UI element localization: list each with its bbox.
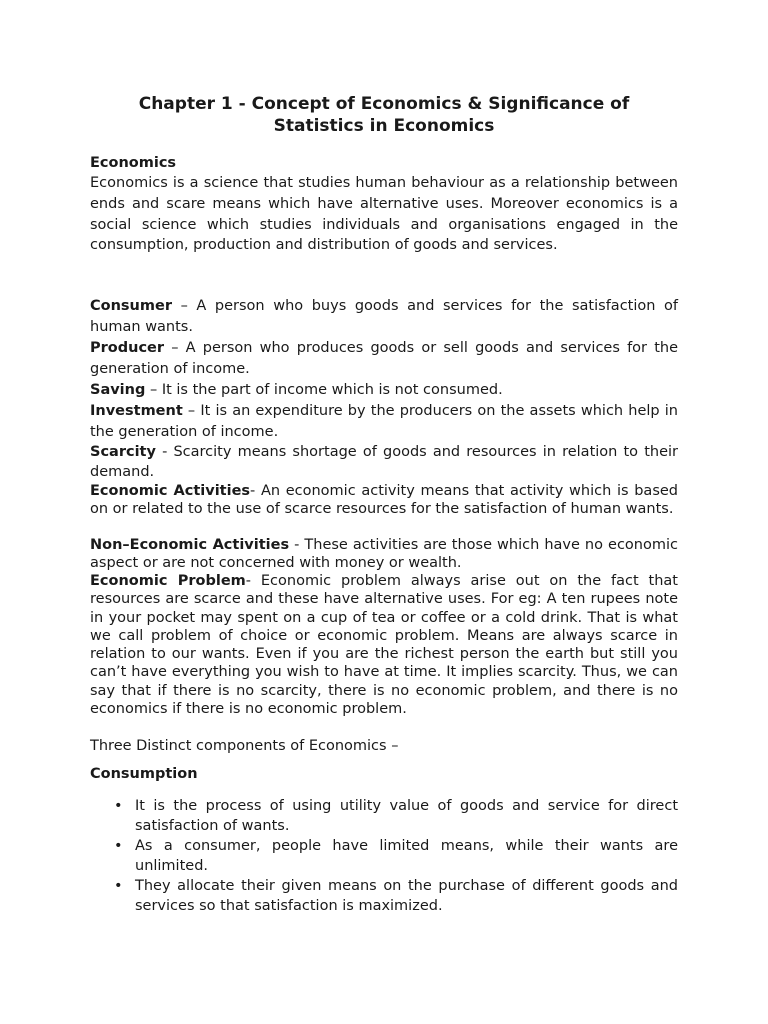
definition-economic-activities	[90, 482, 678, 518]
list-item-text: It is the process of using utility value of goods and service for direct satisfaction of wants.	[135, 798, 678, 834]
page-title	[90, 93, 678, 137]
definition-consumer	[90, 296, 678, 338]
definition-producer	[90, 338, 678, 380]
bullet-icon: •	[114, 838, 123, 854]
title-line-1: Chapter 1 - Concept of Economics & Significance of	[138, 94, 630, 114]
definition-text: – It is the part of income which is not consumed.	[145, 382, 503, 398]
list-item	[90, 796, 678, 836]
definition-text: - These activities are those which have no economic aspect or are not concerned with money or wealth.	[90, 537, 678, 571]
components-intro: Three Distinct components of Economics –	[90, 738, 399, 754]
definition-term: Saving	[90, 382, 146, 398]
definition-text: - Economic problem always arise out on the fact that resources are scarce and these have alternative uses. For eg: A ten rupees note in your pocket may spent on a cup of tea or coffee or a cold drink. That is what we call problem of choice or economic problem. Means are always scarce in relation to our wants. Even if you are the richest person the earth but still you can’t have everything you wish to have at time. It implies scarcity. Thus, we can say that if there is no scarcity, there is no economic problem, and there is no economics if there is no economic problem.	[90, 573, 678, 718]
list-item	[90, 876, 678, 916]
definition-text: – A person who buys goods and services for the satisfaction of human wants.	[90, 298, 678, 335]
definition-term: Scarcity	[90, 444, 156, 460]
definition-term: Economic Activities	[90, 483, 251, 499]
definition-term: Economic Problem	[90, 573, 246, 589]
definition-investment	[90, 401, 678, 443]
list-item-text: They allocate their given means on the purchase of different goods and services so that satisfaction is maximized.	[135, 878, 678, 914]
definition-term: Investment	[90, 403, 183, 419]
definition-non-economic-activities	[90, 536, 678, 572]
consumption-heading: Consumption	[90, 766, 198, 782]
definition-term: Consumer	[90, 298, 172, 314]
title-line-2: Statistics in Economics	[273, 116, 495, 136]
economics-heading: Economics	[90, 155, 177, 171]
definition-economic-problem	[90, 572, 678, 718]
definition-term: Non–Economic Activities	[90, 537, 290, 553]
definition-text: - Scarcity means shortage of goods and resources in relation to their demand.	[90, 444, 678, 480]
definition-term: Producer	[90, 340, 165, 356]
list-item-text: As a consumer, people have limited means, while their wants are unlimited.	[135, 838, 678, 874]
definition-scarcity	[90, 442, 678, 482]
economics-paragraph: Economics is a science that studies human behaviour as a relationship between ends and scare means which have alternative uses. Moreover economics is a social science which studies individuals and organisations engaged in the consumption, production and distribution of goods and services.	[90, 175, 678, 254]
consumption-list	[90, 796, 678, 916]
definition-text: – A person who produces goods or sell goods and services for the generation of income.	[90, 340, 678, 377]
list-item	[90, 836, 678, 876]
definition-text: – It is an expenditure by the producers on the assets which help in the generation of income.	[90, 403, 678, 440]
bullet-icon: •	[114, 878, 123, 894]
bullet-icon: •	[114, 798, 123, 814]
definition-text: - An economic activity means that activity which is based on or related to the use of scarce resources for the satisfaction of human wants.	[90, 483, 678, 517]
definition-saving	[90, 380, 678, 400]
